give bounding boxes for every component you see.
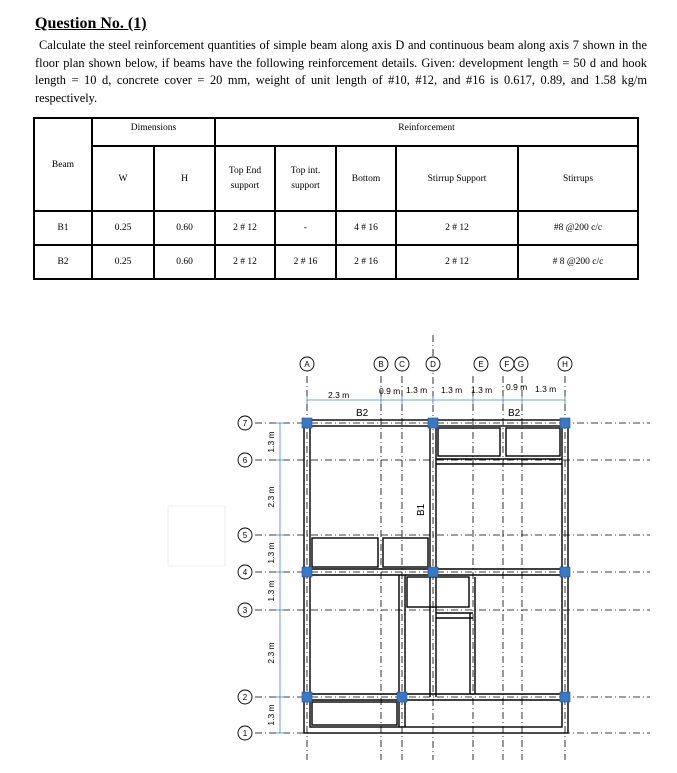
axis-label-1: 1 bbox=[242, 729, 248, 738]
cell-top-int: 2 # 16 bbox=[275, 245, 336, 279]
cell-stirrup-support: 2 # 12 bbox=[396, 211, 518, 245]
cell-beam: B1 bbox=[34, 211, 92, 245]
header-bottom: Bottom bbox=[336, 146, 396, 211]
row-dim-3: 1.3 m bbox=[266, 542, 276, 564]
cell-h: 0.60 bbox=[154, 245, 215, 279]
header-dimensions: Dimensions bbox=[92, 118, 215, 146]
col-dim-1: 2.3 m bbox=[328, 390, 350, 400]
column-h4 bbox=[560, 567, 570, 577]
row-dim-5: 2.3 m bbox=[266, 642, 276, 664]
cell-w: 0.25 bbox=[92, 245, 154, 279]
col-dim-6: 0.9 m bbox=[506, 382, 528, 392]
axis-label-a: A bbox=[304, 360, 310, 369]
cell-top-end: 2 # 12 bbox=[215, 245, 275, 279]
axis-label-7: 7 bbox=[242, 419, 248, 428]
header-h: H bbox=[154, 146, 215, 211]
header-w: W bbox=[92, 146, 154, 211]
axis-label-c: C bbox=[399, 360, 405, 369]
beam-label-b2-right: B2 bbox=[508, 408, 521, 419]
column-h2 bbox=[560, 692, 570, 702]
cell-top-int: - bbox=[275, 211, 336, 245]
column-d4 bbox=[428, 567, 438, 577]
cell-stirrups: #8 @200 c/c bbox=[518, 211, 638, 245]
cell-bottom: 4 # 16 bbox=[336, 211, 396, 245]
axis-label-f: F bbox=[504, 360, 510, 369]
axis-label-6: 6 bbox=[242, 456, 248, 465]
cell-bottom: 2 # 16 bbox=[336, 245, 396, 279]
axis-label-5: 5 bbox=[242, 531, 248, 540]
cell-stirrup-support: 2 # 12 bbox=[396, 245, 518, 279]
col-dim-3: 1.3 m bbox=[406, 385, 428, 395]
row-dim-4: 1.3 m bbox=[266, 580, 276, 602]
axis-label-4: 4 bbox=[242, 568, 248, 577]
cell-top-end: 2 # 12 bbox=[215, 211, 275, 245]
header-stirrups: Stirrups bbox=[518, 146, 638, 211]
col-dim-4: 1.3 m bbox=[441, 385, 463, 395]
header-top-end: Top End support bbox=[215, 146, 275, 211]
col-dim-5: 1.3 m bbox=[471, 385, 493, 395]
row-dim-1: 1.3 m bbox=[266, 431, 276, 453]
cell-stirrups: # 8 @200 c/c bbox=[518, 245, 638, 279]
col-dim-7: 1.3 m bbox=[535, 384, 557, 394]
axis-label-e: E bbox=[478, 360, 484, 369]
beam-label-b1: B1 bbox=[416, 503, 427, 516]
question-body: Calculate the steel reinforcement quantities of simple beam along axis D and continuous beam along axis 7 shown in the floor plan shown below, if beams have the following reinforcement details. Given: development length = 50 d and hook length = 10 d, concrete cover = 20 mm, weight of unit length of #10, #12, and #16 is 0.617, 0.89, and 1.58 kg/m respectively. bbox=[35, 38, 647, 105]
cell-w: 0.25 bbox=[92, 211, 154, 245]
beam-label-b2-left: B2 bbox=[356, 408, 369, 419]
column-d7 bbox=[428, 418, 438, 428]
row-dim-2: 2.3 m bbox=[266, 486, 276, 508]
cell-h: 0.60 bbox=[154, 211, 215, 245]
header-reinforcement: Reinforcement bbox=[215, 118, 638, 146]
axis-label-3: 3 bbox=[242, 606, 248, 615]
col-dim-2: 0.9 m bbox=[379, 386, 401, 396]
column-a2 bbox=[302, 692, 312, 702]
cell-beam: B2 bbox=[34, 245, 92, 279]
header-beam: Beam bbox=[34, 118, 92, 211]
axis-label-b: B bbox=[378, 360, 384, 369]
header-top-int: Top int. support bbox=[275, 146, 336, 211]
column-c2 bbox=[397, 692, 407, 702]
axis-label-d: D bbox=[430, 360, 436, 369]
header-stirrup-support: Stirrup Support bbox=[396, 146, 518, 211]
question-title: Question No. (1) bbox=[35, 15, 147, 32]
column-h7 bbox=[560, 418, 570, 428]
column-a7 bbox=[302, 418, 312, 428]
axis-label-g: G bbox=[517, 360, 525, 369]
axis-label-h: H bbox=[562, 360, 568, 369]
column-a4 bbox=[302, 567, 312, 577]
row-dim-6: 1.3 m bbox=[266, 704, 276, 726]
axis-label-2: 2 bbox=[242, 693, 248, 702]
